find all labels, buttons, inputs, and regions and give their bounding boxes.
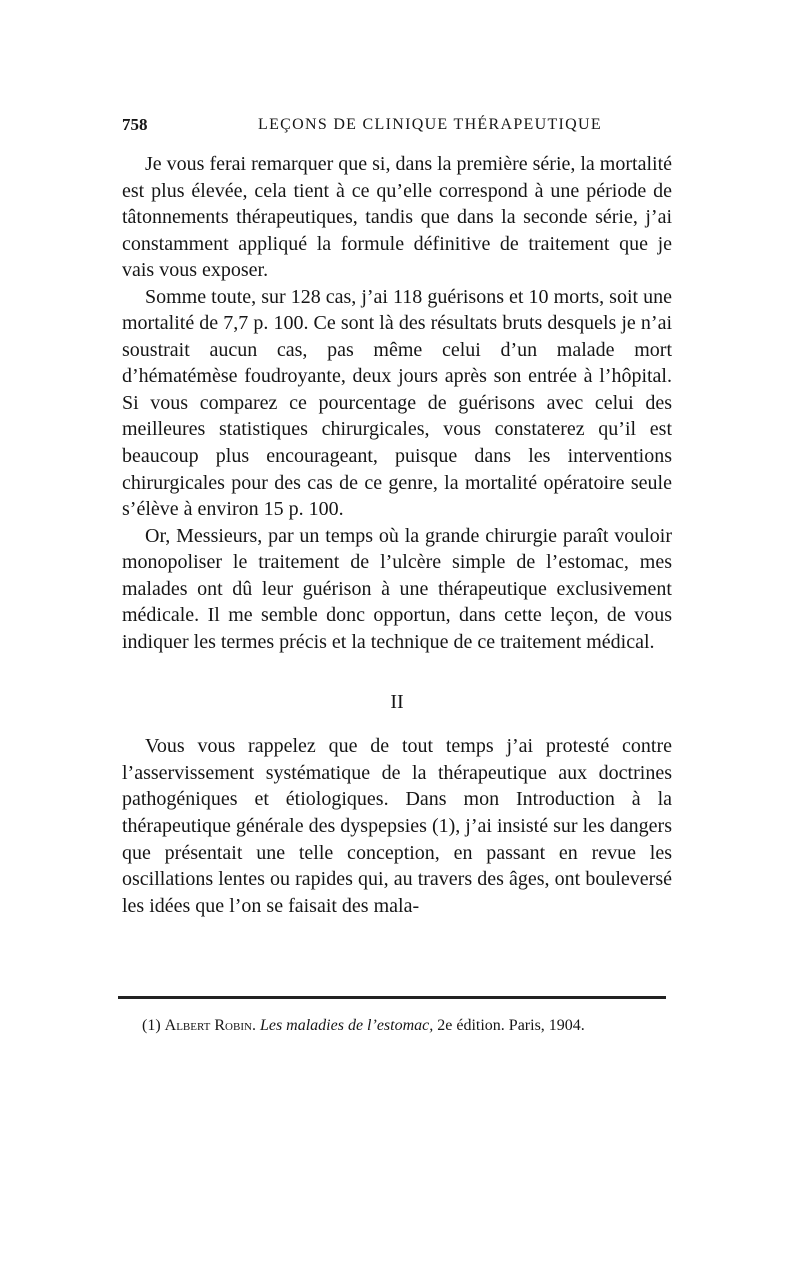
footnote-marker: (1) bbox=[142, 1017, 161, 1034]
footnote-title: Les maladies de l’estomac, bbox=[259, 1017, 434, 1034]
footnote-author: Albert Robin. bbox=[164, 1017, 256, 1034]
page-body bbox=[122, 151, 672, 919]
body-paragraph-1: Je vous ferai remarquer que si, dans la première série, la mortalité est plus élevée, cela tient à ce qu’elle correspond à une période de tâtonnements thérapeutiques, tandis que dans la seconde série, j’ai constamment appliqué la formule définitive de traitement que je vais vous exposer. bbox=[122, 153, 673, 282]
footnote bbox=[142, 1015, 662, 1037]
page-number: 758 bbox=[122, 115, 148, 134]
running-header-title: LEÇONS DE CLINIQUE THÉRAPEUTIQUE bbox=[258, 116, 602, 133]
body-paragraph-2: Somme toute, sur 128 cas, j’ai 118 guérisons et 10 morts, soit une mortalité de 7,7 p. 100. Ce sont là des résultats bruts desquels je n’ai soustrait aucun cas, pas même celui d’un malade mort d’hématémèse foudroyante, deux jours après son entrée à l’hôpital. Si vous comparez ce pourcentage de guérisons avec celui des meilleures statistiques chirurgicales, vous constaterez qu’il est beaucoup plus encourageant, puisque dans les interventions chirurgicales pour des cas de ce genre, la mortalité opératoire seule s’élève à environ 15 p. 100. bbox=[122, 285, 672, 521]
body-paragraph-3: Or, Messieurs, par un temps où la grande chirurgie paraît vouloir monopoliser le traitement de l’ulcère simple de l’estomac, mes malades ont dû leur guérison à une thérapeutique exclusivement médicale. Il me semble donc opportun, dans cette leçon, de vous indiquer les termes précis et la technique de ce traitement médical. bbox=[122, 524, 672, 653]
book-page bbox=[122, 110, 672, 919]
section-number: II bbox=[390, 691, 404, 714]
section-paragraph-1: Vous vous rappelez que de tout temps j’ai protesté contre l’asservissement systématique de la thérapeutique aux doctrines pathogéniques et étiologiques. Dans mon Introduction à la thérapeutique générale des dyspepsies (1), j’ai insisté sur les dangers que présentait une telle conception, en passant en revue les oscillations lentes ou rapides qui, au travers des âges, ont bouleversé les idées que l’on se faisait des mala- bbox=[122, 735, 672, 917]
footnote-divider bbox=[118, 996, 666, 999]
running-header bbox=[122, 110, 672, 140]
footnote-details: 2e édition. Paris, 1904. bbox=[437, 1017, 585, 1034]
